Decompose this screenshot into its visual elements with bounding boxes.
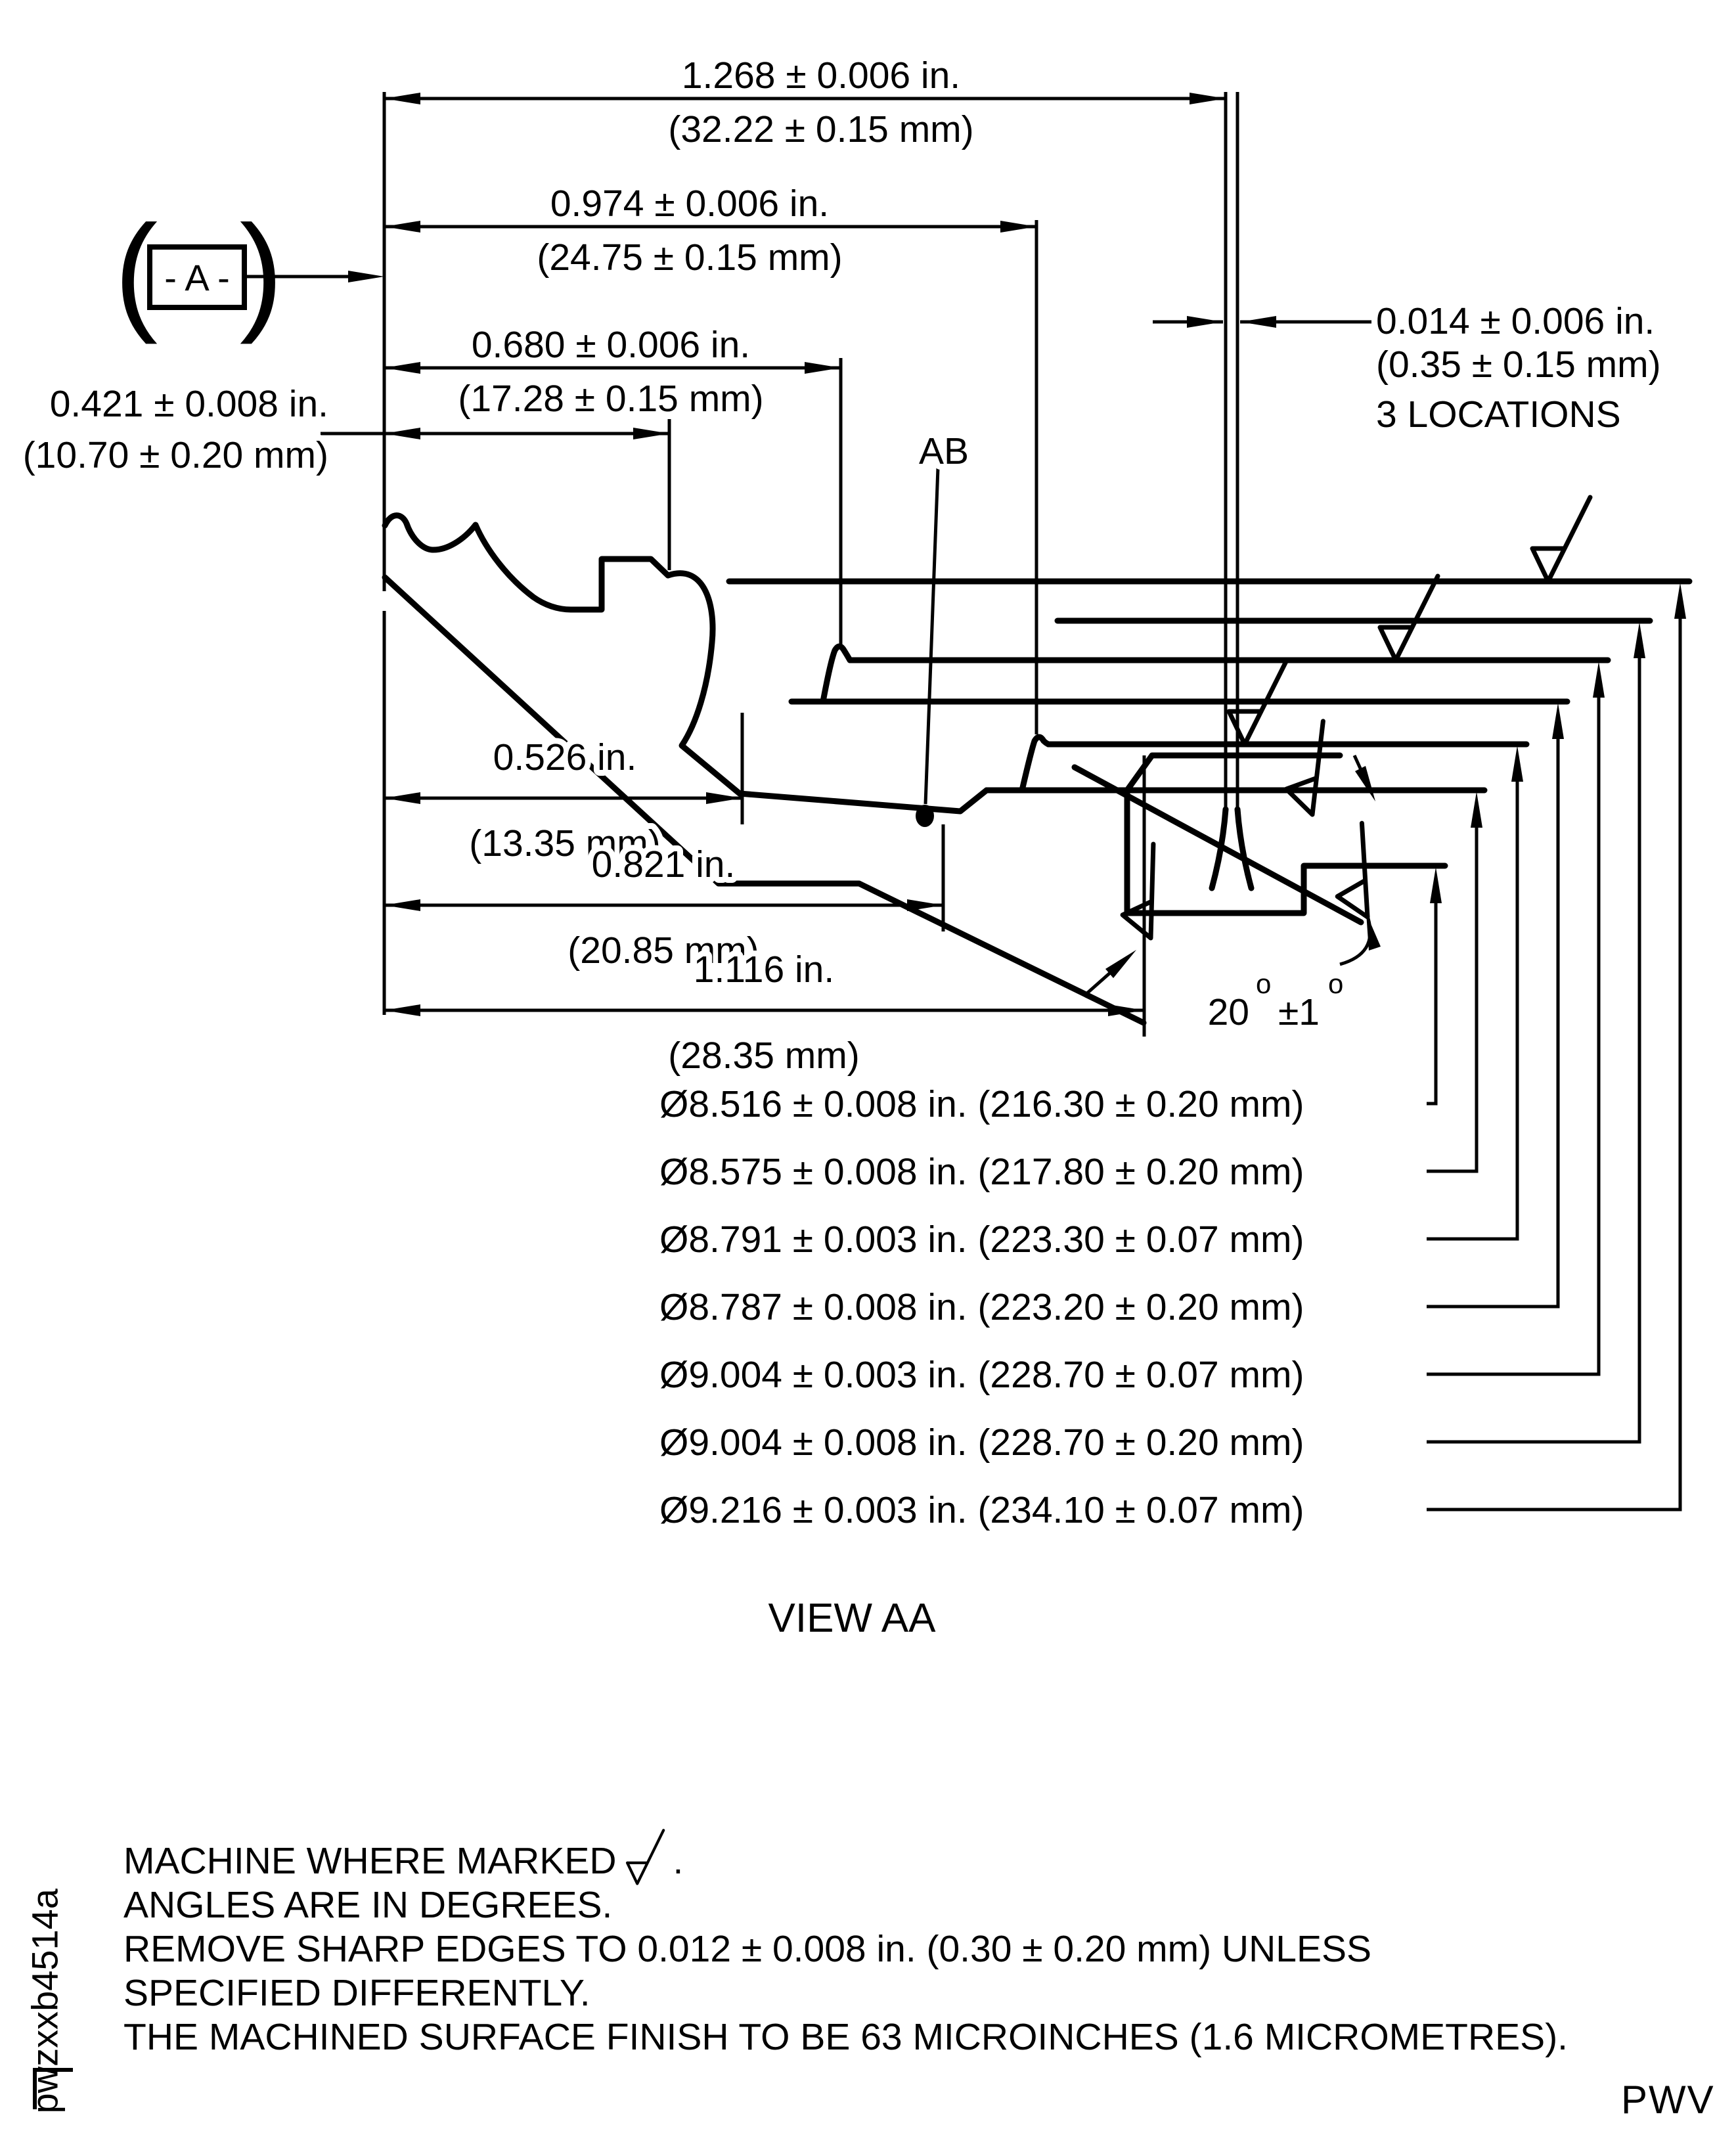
diameter-callout: Ø8.791 ± 0.003 in. (223.30 ± 0.07 mm) [659,1219,1304,1261]
finish-mark-icon [623,1820,669,1886]
datum-label: - A - [164,257,230,298]
leader-dia-6 [1427,648,1639,1442]
point-ab-ball [916,805,934,827]
dim-0974-in: 0.974 ± 0.006 in. [550,183,830,225]
dim-0014-note: 3 LOCATIONS [1376,393,1621,436]
note-line-2 [123,1883,1568,1927]
thin-wall-1 [823,646,850,702]
doc-code-vertical: pwzxxb4514a [24,1889,66,2114]
dim-0821-in: 0.821 in. [591,843,736,885]
leader-dia-3 [1427,772,1517,1239]
note-1-period: . [673,1840,684,1882]
diameter-callouts [659,1083,1304,1531]
dim-0014-mm: (0.35 ± 0.15 mm) [1376,344,1661,386]
leader-dia-1 [1427,893,1436,1104]
leader-dia-4 [1427,729,1558,1307]
note-line-5 [123,2015,1568,2059]
finish-mark-icon [1312,823,1404,925]
dim-0526-in: 0.526 in. [493,736,637,778]
diameter-callout: Ø9.004 ± 0.008 in. (228.70 ± 0.20 mm) [659,1422,1304,1464]
point-ab-label: AB [918,430,969,472]
note-2-text: ANGLES ARE IN DEGREES. [123,1884,613,1926]
datum-a-symbol [114,198,284,345]
dim-1116-mm: (28.35 mm) [668,1035,860,1077]
notes-block [123,1839,1568,2059]
dim-0680-mm: (17.28 ± 0.15 mm) [458,378,764,420]
diameter-callout: Ø9.216 ± 0.003 in. (234.10 ± 0.07 mm) [659,1489,1304,1531]
diameter-callout: Ø8.575 ± 0.008 in. (217.80 ± 0.20 mm) [659,1151,1304,1193]
dim-1116-in: 1.116 in. [693,949,835,991]
dim-0974-mm: (24.75 ± 0.15 mm) [537,236,843,279]
dim-1268-in: 1.268 ± 0.006 in. [681,55,961,97]
leader-angle-20 [1340,918,1370,964]
angle-base: 20 [1207,991,1249,1033]
finish-mark-icon [1532,497,1590,581]
view-title: VIEW AA [768,1596,936,1641]
dim-0421-in: 0.421 ± 0.008 in. [49,383,328,425]
thin-wall-3-flare [1212,809,1251,888]
diameter-callout: Ø9.004 ± 0.003 in. (228.70 ± 0.07 mm) [659,1354,1304,1396]
angle-tol: ±1 [1278,991,1320,1033]
note-5-text: THE MACHINED SURFACE FINISH TO BE 63 MICROINCHES (1.6 MICROMETRES). [123,2016,1569,2058]
datum-paren-close: ) [239,198,284,345]
dim-1268-mm: (32.22 ± 0.15 mm) [668,108,974,150]
extension-lines [244,92,1237,1037]
note-line-3 [123,1927,1568,1971]
datum-paren-open: ( [114,198,158,345]
dim-0421-mm: (10.70 ± 0.20 mm) [22,434,328,476]
corner-bracket [33,2068,73,2109]
note-line-4 [123,1971,1568,2015]
note-3-text: REMOVE SHARP EDGES TO 0.012 ± 0.008 in. (0.30 ± 0.20 mm) UNLESS [123,1928,1372,1970]
note-1-text: MACHINE WHERE MARKED [123,1840,617,1882]
angle-sup-b: o [1328,968,1344,999]
dim-0821-mm: (20.85 mm) [568,929,759,972]
note-line-1 [123,1839,1568,1883]
note-4-text: SPECIFIED DIFFERENTLY. [123,1972,590,2014]
diameter-callout: Ø8.787 ± 0.008 in. (223.20 ± 0.20 mm) [659,1286,1304,1328]
dim-0526-mm: (13.35 mm) [469,822,661,864]
angle-sup-a: o [1256,968,1272,999]
footer-code: PWV [1621,2078,1715,2122]
dim-0680-in: 0.680 ± 0.006 in. [471,324,751,366]
dim-0014-in: 0.014 ± 0.006 in. [1376,300,1655,342]
leader-dia-2 [1427,818,1477,1171]
tab-outline [1127,755,1445,913]
diameter-callout: Ø8.516 ± 0.008 in. (216.30 ± 0.20 mm) [659,1083,1304,1125]
thin-wall-2 [1022,737,1048,790]
finish-mark-icon [1269,721,1352,820]
leader-ab [925,468,938,804]
